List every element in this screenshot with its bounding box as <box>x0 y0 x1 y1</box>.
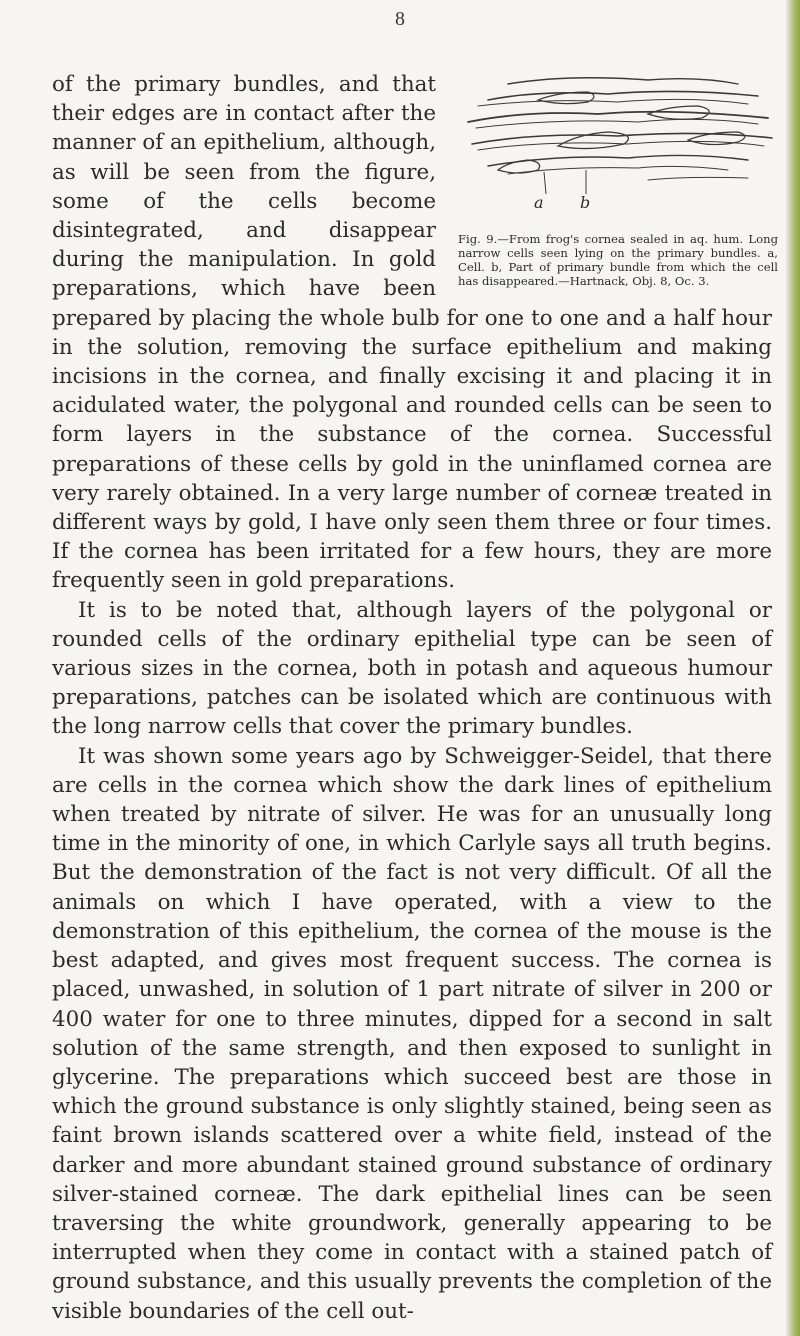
figure-label-b: b <box>580 193 591 212</box>
paragraph-3: It was shown some years ago by Schweigger-Seidel, that there are cells in the cornea which show the dark lines of epithelium when treated by nitrate of silver. He was for an unusually long time in the minority of one, in which Carlyle says all truth begins. But the demonstration of the fact is not very difficult. Of all the animals on which I have operated, with a view to the demonstration of this epithelium, the cornea of the mouse is the best adapted, and gives most frequent success. The cornea is placed, unwashed, in solution of 1 part nitrate of silver in 200 or 400 water for one to three minutes, dipped for a second in salt solution of the same strength, and then exposed to sunlight in glycerine. The preparations which succeed best are those in which the ground substance is only slightly stained, being seen as faint brown islands scattered over a white field, instead of the darker and more abundant stained ground substance of ordinary silver-stained corneæ. The dark epithelial lines can be seen traversing the white groundwork, generally appearing to be interrupted when they come in contact with a stained patch of ground substance, and this usually prevents the completion of the visible boundaries of the cell out- <box>52 743 772 1324</box>
cornea-cells-illustration <box>448 70 778 230</box>
figure-label-a: a <box>534 193 544 212</box>
figure-caption: Fig. 9.—From frog's cornea sealed in aq. hum. Long narrow cells seen lying on the primary bundles. a, Cell. b, Part of primary bundle from which the cell has disappeared.—Hartnack, Obj. 8, Oc. 3. <box>458 232 778 288</box>
figure-9 <box>448 70 778 288</box>
page-edge-shadow <box>786 0 800 1336</box>
page-text <box>52 70 778 1326</box>
page-number: 8 <box>395 8 405 30</box>
paragraph-1: of the primary bundles, and that their edges are in contact after the manner of an epithelium, although, as will be seen from the figure, some of the cells become disintegrated, and disappear during the manipulation. In gold preparations, which have been prepared by placing the whole bulb for one to one and a half hour in the solution, removing the surface epithelium and making incisions in the cornea, and finally excising it and placing it in acidulated water, the polygonal and rounded cells can be seen to form layers in the substance of the cornea. Successful preparations of these cells by gold in the uninflamed cornea are very rarely obtained. In a very large number of corneæ treated in different ways by gold, I have only seen them three or four times. If the cornea has been irritated for a few hours, they are more frequently seen in gold preparations. <box>52 72 772 594</box>
paragraph-2: It is to be noted that, although layers of the polygonal or rounded cells of the ordinary epithelial type can be seen of various sizes in the cornea, both in potash and aqueous humour preparations, patches can be isolated which are continuous with the long narrow cells that cover the primary bundles. <box>52 597 772 740</box>
